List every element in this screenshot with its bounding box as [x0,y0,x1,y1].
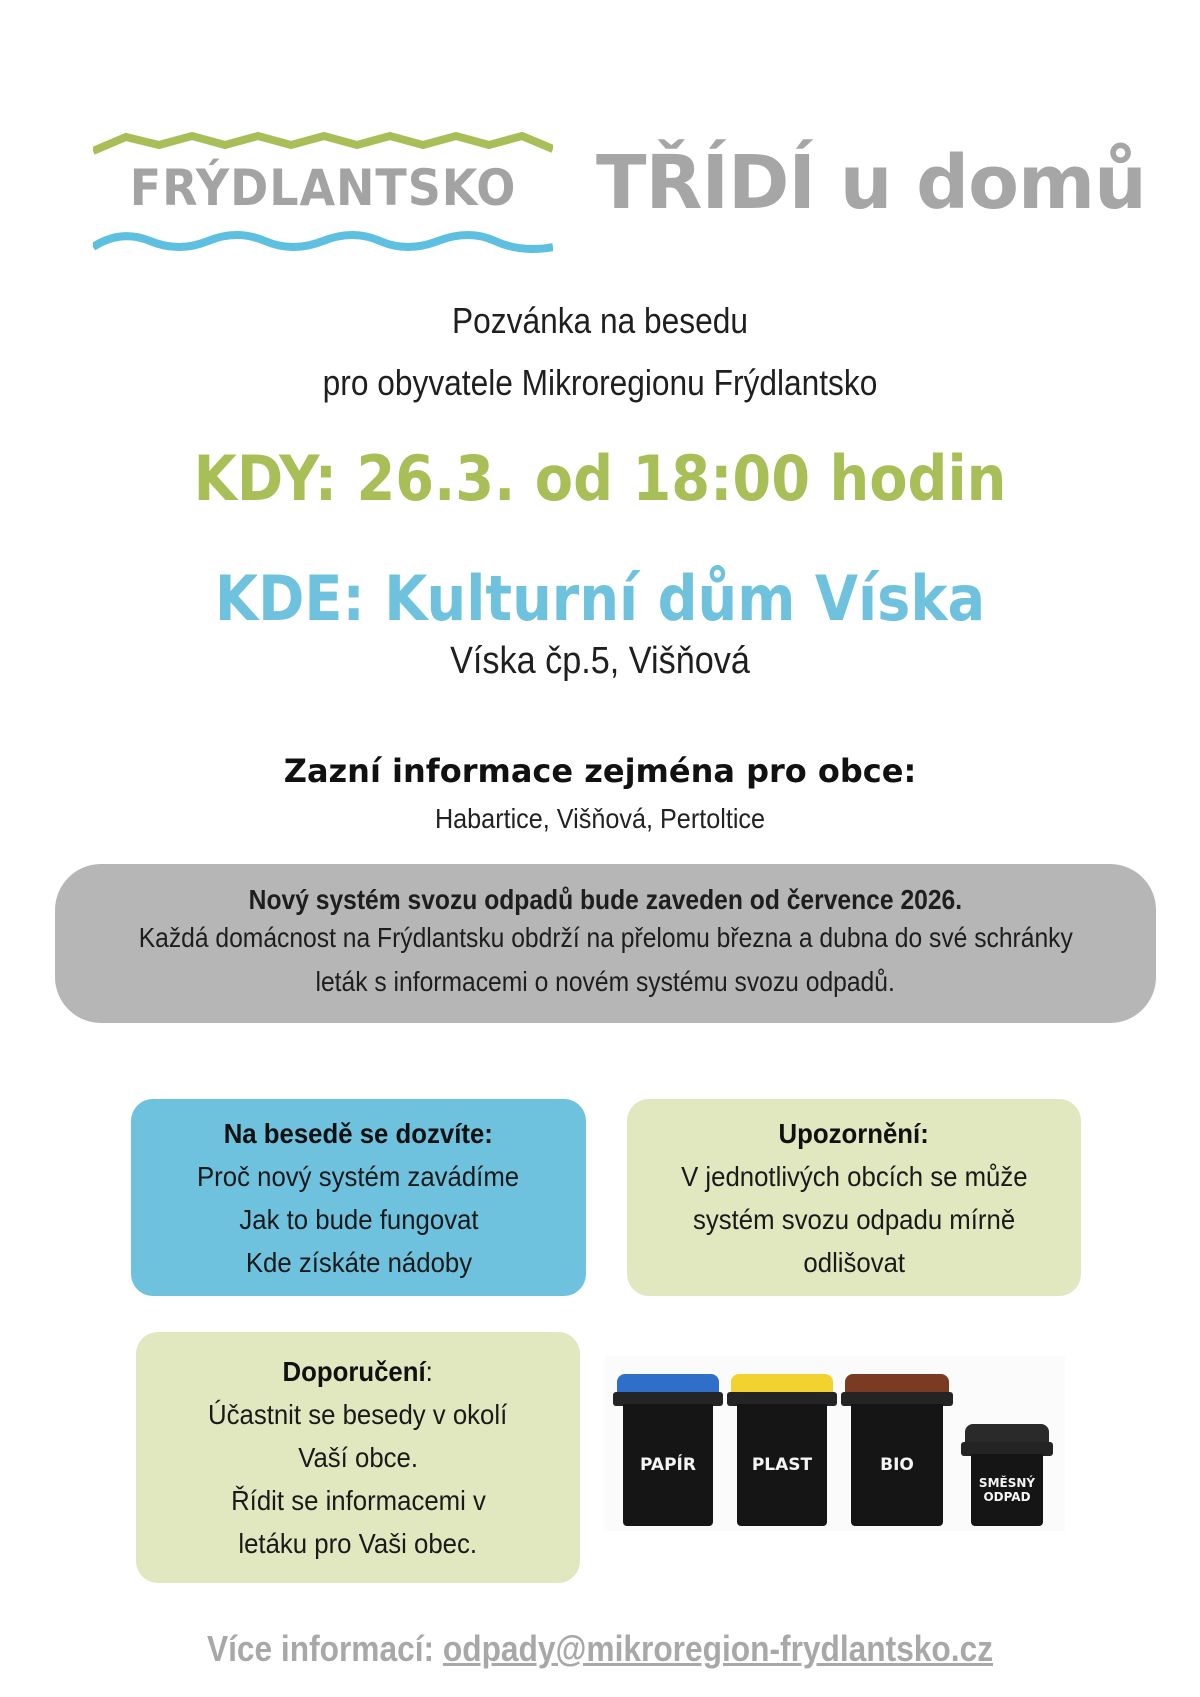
audience-municipalities: Habartice, Višňová, Pertoltice [434,803,766,834]
logo-text: FRÝDLANTSKO [129,159,517,217]
card-line: Kde získáte nádoby [245,1246,472,1278]
footer-prefix: Více informací: [206,1628,443,1669]
paper-bin-icon [613,1374,723,1526]
card-line: V jednotlivých obcích se může [680,1160,1028,1192]
bin-label: ODPAD [983,1490,1031,1504]
card-line: Proč nový systém zavádíme [197,1160,520,1192]
bin-label: PAPÍR [640,1454,696,1475]
card-line: letáku pro Vaši obec. [238,1528,478,1559]
notice-line: leták s informacemi o novém systému svozu odpadů. [315,965,896,997]
card-what-you-learn [131,1099,586,1296]
bin-label: PLAST [751,1454,813,1475]
card-recommendation [136,1332,580,1583]
tagline: TŘÍDÍ u domů [596,140,1146,226]
bin-label: SMĚSNÝ [978,1476,1036,1490]
notice-banner [55,864,1156,1023]
frydlantsko-logo [93,131,553,253]
event-address: Víska čp.5, Višňová [450,640,750,682]
contact-email-link[interactable]: odpady@mikroregion-frydlantsko.cz [442,1628,994,1669]
card-title: Upozornění: [778,1117,930,1149]
invitation-subheading: pro obyvatele Mikroregionu Frýdlantsko [322,362,878,403]
event-where: KDE: Kulturní dům Víska [214,562,986,635]
bio-bin-icon [841,1374,953,1526]
mixed-waste-bin-icon [961,1424,1053,1526]
footer-contact [72,1628,1128,1670]
card-line: Jak to bude fungovat [238,1203,479,1235]
audience-title: Zazní informace zejména pro obce: [283,752,917,790]
card-line: Vaší obce. [298,1442,418,1473]
waste-bins-illustration [605,1356,1065,1531]
card-title: Na besedě se dozvíte: [223,1117,494,1149]
plastic-bin-icon [727,1374,837,1526]
card-line: Účastnit se besedy v okolí [208,1399,508,1430]
card-line: odlišovat [803,1246,905,1278]
notice-title: Nový systém svozu odpadů bude zaveden od července 2026. [248,883,963,915]
bin-label: BIO [880,1454,914,1475]
invitation-heading: Pozvánka na besedu [452,300,748,341]
card-warning [627,1099,1081,1296]
event-when: KDY: 26.3. od 18:00 hodin [193,442,1007,515]
card-title: Doporučení: [282,1356,434,1387]
card-line: systém svozu odpadu mírně [692,1203,1016,1235]
blue-wave-icon [93,227,553,253]
notice-line: Každá domácnost na Frýdlantsku obdrží na přelomu března a dubna do své schránky [138,921,1073,953]
green-zigzag-icon [93,131,553,157]
card-line: Řídit se informacemi v [230,1485,486,1516]
